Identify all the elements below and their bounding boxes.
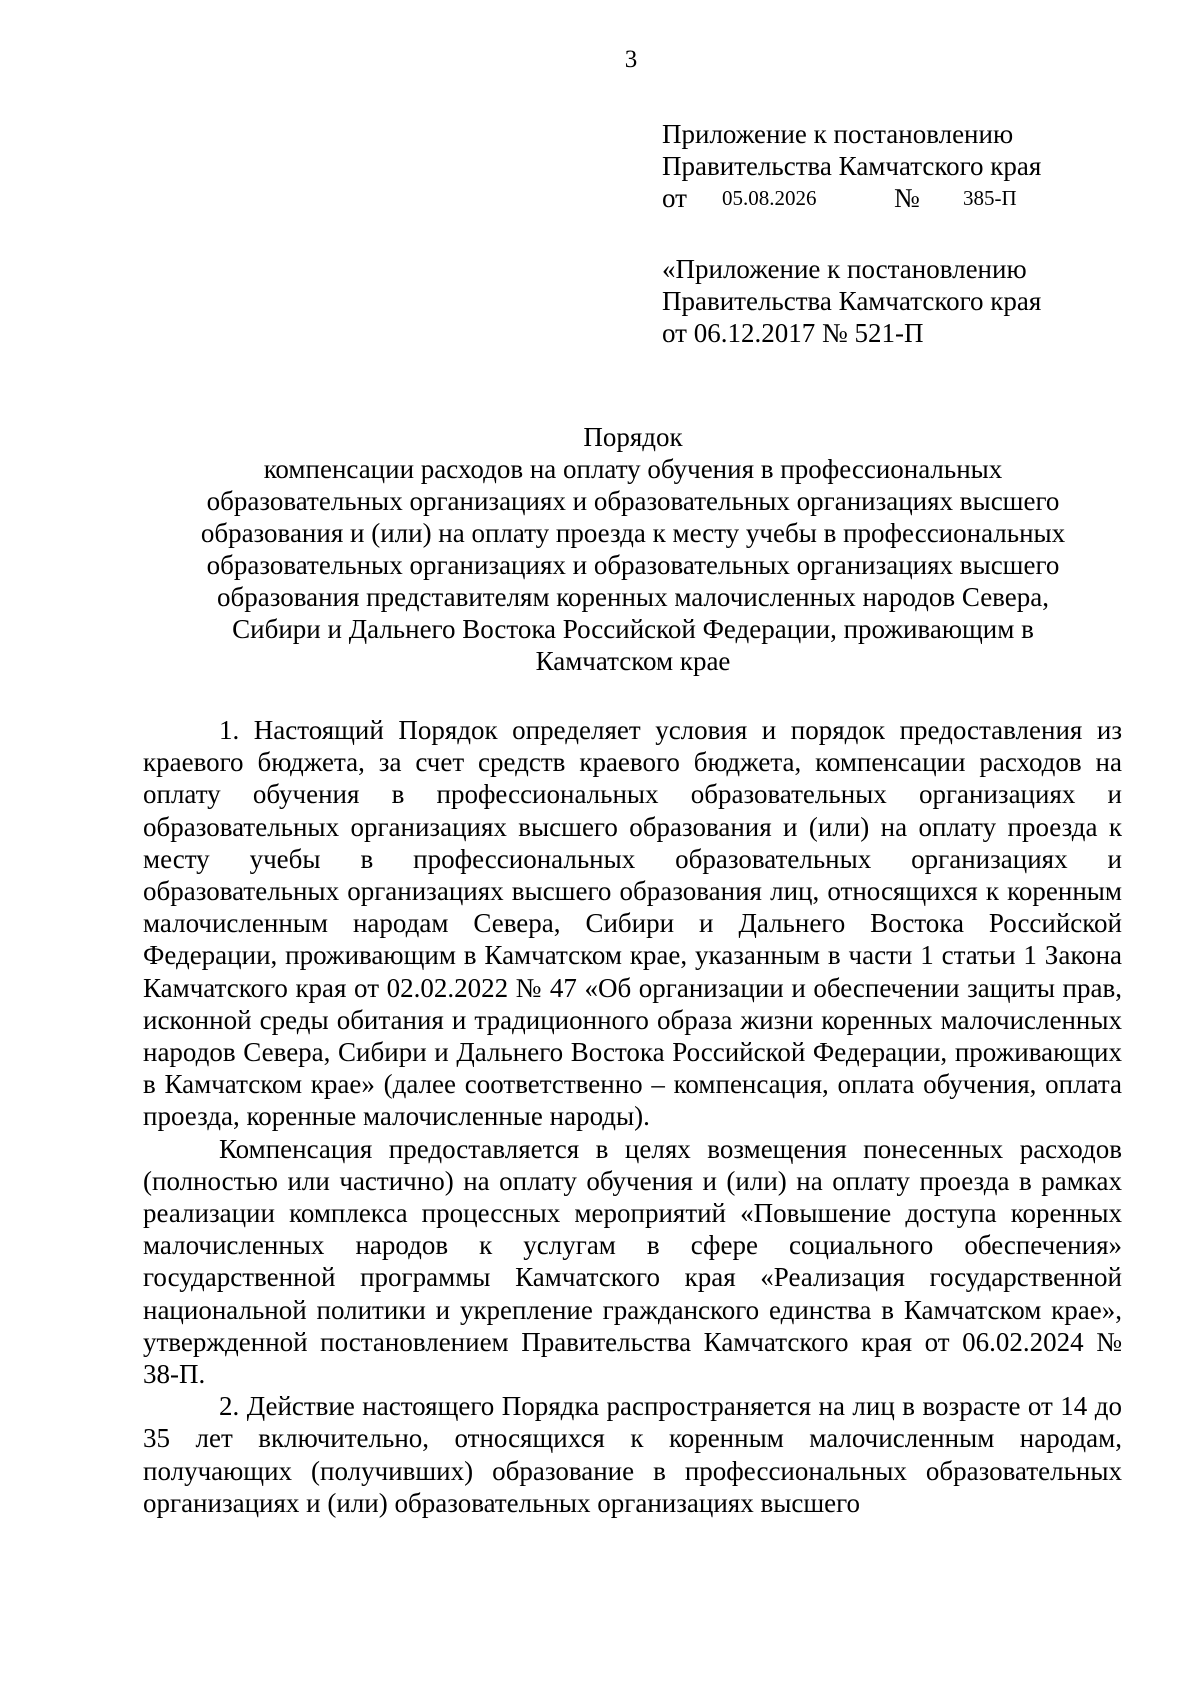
appendix-date: 05.08.2026 bbox=[722, 186, 817, 210]
paragraph-2: Компенсация предоставляется в целях возмещения понесенных расходов (полностью или частично) на оплату обучения и (или) на оплату проезда в рамках реализации комплекса процессных мероприятий «Повышение доступа коренных малочисленных народов к услугам в сфере социального обеспечения» государственной программы Камчатского края «Реализация государственной национальной политики и укрепление гражданского единства в Камчатском крае», утвержденной постановлением Правительства Камчатского края от 06.02.2024 № 38-П. bbox=[143, 1133, 1122, 1390]
appendix-number-sign: № bbox=[894, 183, 920, 213]
appendix-line-1: Приложение к постановлению bbox=[662, 119, 1014, 149]
appendix-line-2: Правительства Камчатского края bbox=[662, 151, 1042, 181]
appendix-quote bbox=[662, 253, 1142, 349]
document-body bbox=[143, 714, 1122, 1519]
title-line: Сибири и Дальнего Востока Российской Федерации, проживающим в bbox=[232, 614, 1034, 644]
title-line: образовательных организациях и образовательных организациях высшего bbox=[206, 486, 1060, 516]
title-line: Камчатском крае bbox=[535, 646, 731, 676]
paragraph-3: 2. Действие настоящего Порядка распространяется на лиц в возрасте от 14 до 35 лет включительно, относящихся к коренным малочисленным народам, получающих (получивших) образование в профессиональных образовательных организациях и (или) образовательных организациях высшего bbox=[143, 1391, 1122, 1518]
appendix-quote-line-3: от 06.12.2017 № 521-П bbox=[662, 318, 924, 348]
appendix-number: 385-П bbox=[963, 186, 1017, 210]
title-line: образования и (или) на оплату проезда к месту учебы в профессиональных bbox=[200, 518, 1066, 548]
document-title bbox=[143, 421, 1123, 677]
appendix-quote-line-1: «Приложение к постановлению bbox=[662, 254, 1027, 284]
title-line: компенсации расходов на оплату обучения в профессиональных bbox=[263, 454, 1003, 484]
appendix-from-label: от bbox=[662, 183, 687, 213]
page-number: 3 bbox=[624, 46, 638, 73]
title-line: образовательных организациях и образовательных организациях высшего bbox=[206, 550, 1060, 580]
title-line: образования представителям коренных малочисленных народов Севера, bbox=[217, 582, 1049, 612]
appendix-reference bbox=[662, 182, 1142, 214]
title-heading: Порядок bbox=[583, 422, 683, 452]
appendix-quote-line-2: Правительства Камчатского края bbox=[662, 286, 1042, 316]
paragraph-1: 1. Настоящий Порядок определяет условия и порядок предоставления из краевого бюджета, за счет средств краевого бюджета, компенсации расходов на оплату обучения в профессиональных образовательных организациях и образовательных организациях высшего образования и (или) на оплату проезда к месту учебы в профессиональных образовательных организациях и образовательных организациях высшего образования лиц, относящихся к коренным малочисленным народам Севера, Сибири и Дальнего Востока Российской Федерации, проживающим в Камчатском крае, указанным в части 1 статьи 1 Закона Камчатского края от 02.02.2022 № 47 «Об организации и обеспечении защиты прав, исконной среды обитания и традиционного образа жизни коренных малочисленных народов Севера, Сибири и Дальнего Востока Российской Федерации, проживающих в Камчатском крае» (далее соответственно – компенсация, оплата обучения, оплата проезда, коренные малочисленные народы). bbox=[143, 715, 1122, 1132]
appendix-header bbox=[662, 118, 1142, 214]
